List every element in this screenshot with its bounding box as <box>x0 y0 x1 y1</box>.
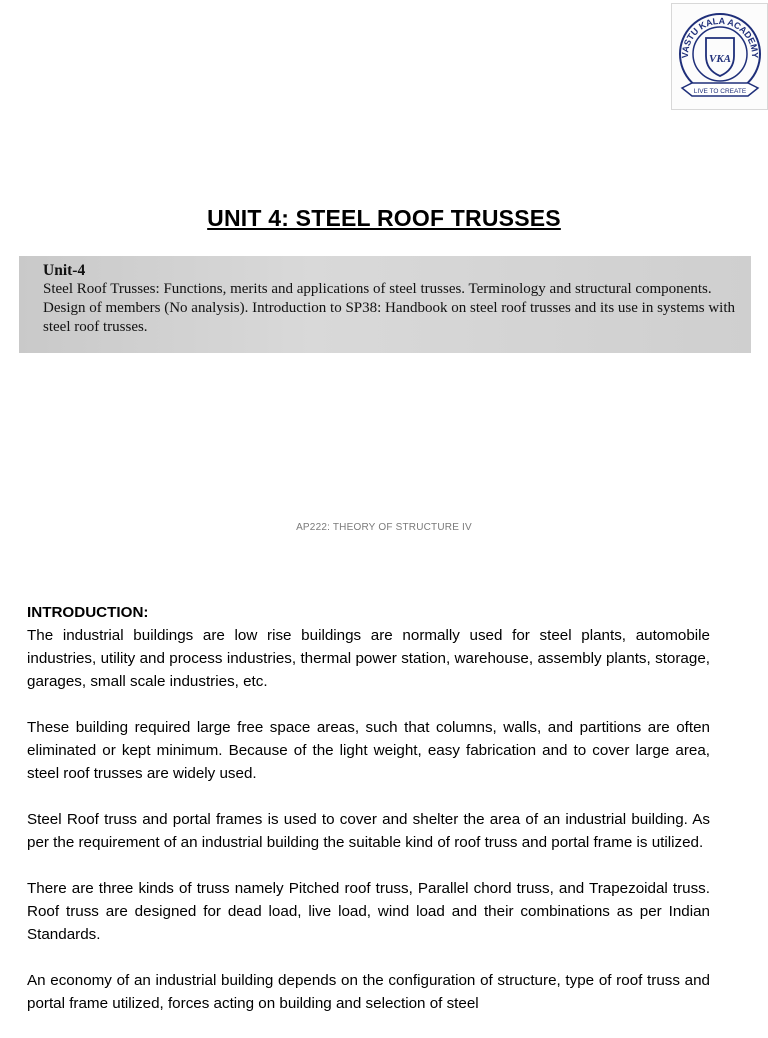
section-heading: INTRODUCTION: <box>27 604 149 621</box>
course-code-label: AP222: THEORY OF STRUCTURE IV <box>296 522 472 533</box>
page-title: UNIT 4: STEEL ROOF TRUSSES <box>207 205 561 231</box>
syllabus-text: Steel Roof Trusses: Functions, merits and applications of steel trusses. Terminology and structural components. Design of members (No analysis). Introduction to SP38: Handbook on steel roof trusses and its use in systems with steel roof trusses. <box>43 281 736 335</box>
paragraph: These building required large free space areas, such that columns, walls, and partitions are often eliminated or kept minimum. Because of the light weight, easy fabrication and to cover large area, steel roof trusses are widely used. <box>27 719 710 782</box>
logo-motto: LIVE TO CREATE <box>693 88 747 95</box>
paragraph: Steel Roof truss and portal frames is used to cover and shelter the area of an industrial building. As per the requirement of an industrial building the suitable kind of roof truss and portal frame is utilized. <box>27 811 710 851</box>
academy-seal-icon <box>672 4 767 109</box>
syllabus-unit-label: Unit-4 <box>43 262 86 279</box>
svg-text:VASTU KALA ACADEMY: VASTU KALA ACADEMY <box>679 15 761 59</box>
paragraph: The industrial buildings are low rise buildings are normally used for steel plants, automobile industries, utility and process industries, thermal power station, warehouse, assembly plants, storage, garages, small scale industries, etc. <box>27 627 710 690</box>
paragraph: An economy of an industrial building depends on the configuration of structure, type of roof truss and portal frame utilized, forces acting on building and selection of steel <box>27 972 710 1012</box>
introduction-section <box>27 601 710 1038</box>
syllabus-excerpt <box>19 256 751 353</box>
logo-initials: VKA <box>708 53 732 65</box>
academy-logo <box>671 3 768 110</box>
paragraph: There are three kinds of truss namely Pitched roof truss, Parallel chord truss, and Trapezoidal truss. Roof truss are designed for dead load, live load, wind load and their combinations as per Indian Standards. <box>27 880 710 943</box>
